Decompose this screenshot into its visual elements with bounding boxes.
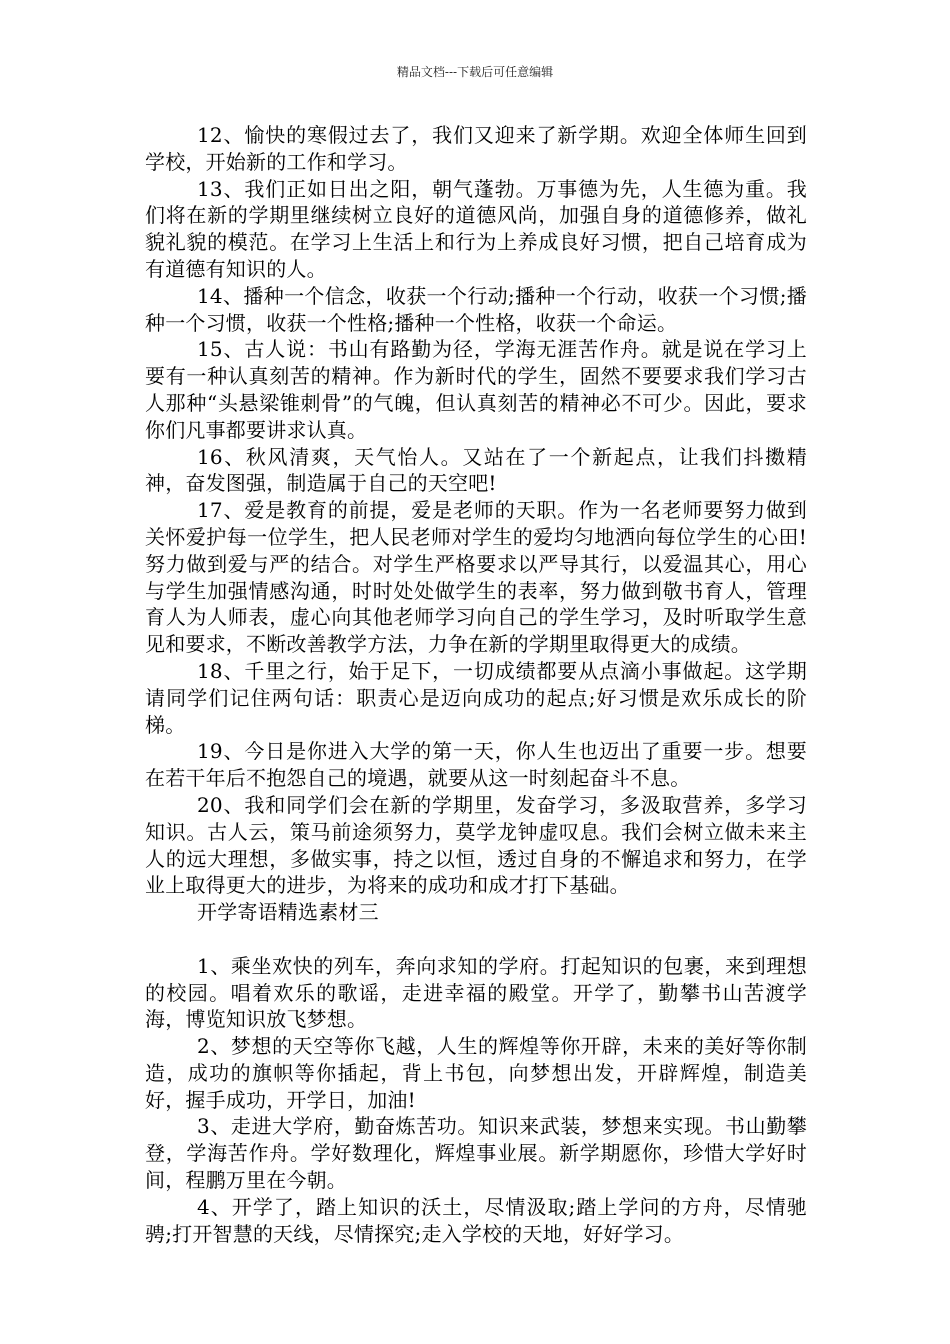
paragraph-14: 14、播种一个信念，收获一个行动;播种一个行动，收获一个习惯;播种一个习惯，收获一个性格;播种一个性格，收获一个命运。 [145, 283, 807, 335]
page-header: 精品文档---下载后可任意编辑 [396, 65, 554, 79]
paragraph-17: 17、爱是教育的前提，爱是老师的天职。作为一名老师要努力做到关怀爱护每一位学生，把人民老师对学生的爱均匀地洒向每位学生的心田!努力做到爱与严的结合。对学生严格要求以严导其行，以爱温其心，用心与学生加强情感沟通，时时处处做学生的表率，努力做到敬书育人，管理育人为人师表，虚心向其他老师学习向自己的学生学习，及时听取学生意见和要求，不断改善教学方法，力争在新的学期里取得更大的成绩。 [145, 498, 807, 657]
paragraph-b-1: 1、乘坐欢快的列车，奔向求知的学府。打起知识的包裹，来到理想的校园。唱着欢乐的歌谣，走进幸福的殿堂。开学了，勤攀书山苦渡学海，博览知识放飞梦想。 [145, 953, 807, 1032]
paragraph-b-2: 2、梦想的天空等你飞越，人生的辉煌等你开辟，未来的美好等你制造，成功的旗帜等你插起，背上书包，向梦想出发，开辟辉煌，制造美好，握手成功，开学日，加油! [145, 1034, 807, 1112]
paragraph-20: 20、我和同学们会在新的学期里，发奋学习，多汲取营养，多学习知识。古人云，策马前途须努力，莫学龙钟虚叹息。我们会树立做未来主人的远大理想，多做实事，持之以恒，透过自身的不懈追求和努力，在学业上取得更大的进步，为将来的成功和成才打下基础。 [145, 792, 807, 898]
paragraph-15: 15、古人说：书山有路勤为径，学海无涯苦作舟。就是说在学习上要有一种认真刻苦的精神。作为新时代的学生，固然不要要求我们学习古人那种“头悬梁锥刺骨”的气魄，但认真刻苦的精神必不可少。因此，要求你们凡事都要讲求认真。 [145, 337, 807, 442]
paragraph-18: 18、千里之行，始于足下，一切成绩都要从点滴小事做起。这学期请同学们记住两句话：职责心是迈向成功的起点;好习惯是欢乐成长的阶梯。 [145, 658, 807, 737]
paragraph-13: 13、我们正如日出之阳，朝气蓬勃。万事德为先，人生德为重。我们将在新的学期里继续树立良好的道德风尚，加强自身的道德修养，做礼貌礼貌的模范。在学习上生活上和行为上养成良好习惯，把自己培育成为有道德有知识的人。 [145, 176, 807, 281]
section-title: 开学寄语精选素材三 [197, 900, 379, 925]
blank-line [145, 926, 807, 953]
document-body [145, 122, 807, 1247]
paragraph-12: 12、愉快的寒假过去了，我们又迎来了新学期。欢迎全体师生回到学校，开始新的工作和学习。 [145, 123, 807, 174]
paragraph-b-3: 3、走进大学府，勤奋炼苦功。知识来武装，梦想来实现。书山勤攀登，学海苦作舟。学好数理化，辉煌事业展。新学期愿你，珍惜大学好时间，程鹏万里在今朝。 [145, 1114, 807, 1193]
paragraph-b-4: 4、开学了，踏上知识的沃土，尽情汲取;踏上学问的方舟，尽情驰骋;打开智慧的天线，尽情探究;走入学校的天地，好好学习。 [145, 1194, 807, 1246]
paragraph-19: 19、今日是你进入大学的第一天，你人生也迈出了重要一步。想要在若干年后不抱怨自己的境遇，就要从这一时刻起奋斗不息。 [145, 739, 807, 791]
paragraph-16: 16、秋风清爽，天气怡人。又站在了一个新起点，让我们抖擞精神，奋发图强，制造属于自己的天空吧! [145, 444, 807, 496]
